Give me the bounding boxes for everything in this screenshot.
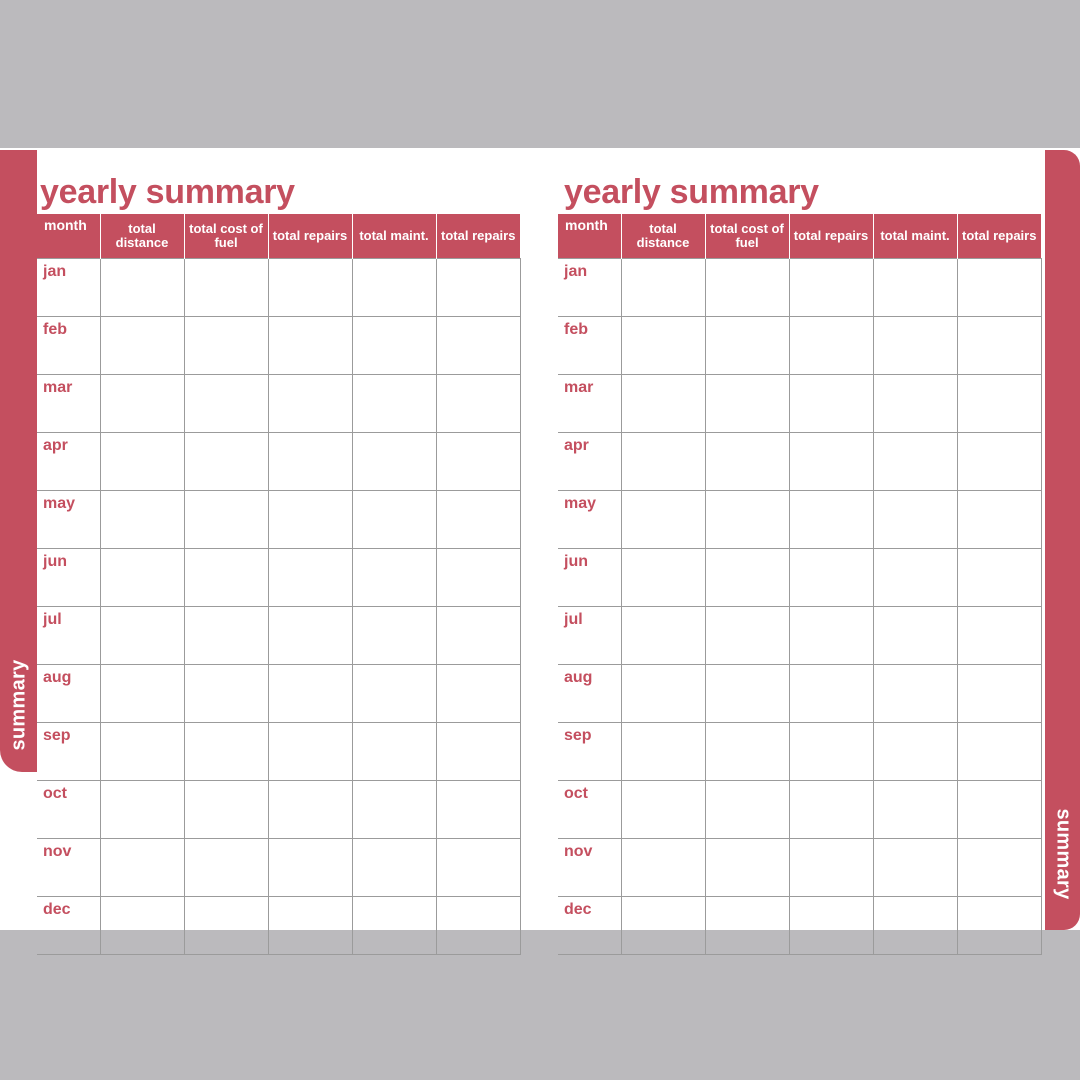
entry-cell[interactable]: [705, 549, 789, 607]
table-row: [558, 723, 1041, 781]
left-page: [0, 148, 540, 930]
entry-cell[interactable]: [957, 781, 1041, 839]
entry-cell[interactable]: [268, 433, 352, 491]
entry-cell[interactable]: [621, 317, 705, 375]
entry-cell[interactable]: [268, 723, 352, 781]
entry-cell[interactable]: [789, 433, 873, 491]
column-header: total cost of fuel: [184, 214, 268, 259]
table-row: [558, 491, 1041, 549]
entry-cell[interactable]: [621, 433, 705, 491]
entry-cell[interactable]: [873, 375, 957, 433]
table-row: [37, 839, 520, 897]
table-row: [558, 607, 1041, 665]
entry-cell[interactable]: [957, 433, 1041, 491]
entry-cell[interactable]: [705, 491, 789, 549]
entry-cell[interactable]: [352, 433, 436, 491]
entry-cell[interactable]: [957, 317, 1041, 375]
entry-cell[interactable]: [436, 897, 520, 955]
month-label: dec: [37, 897, 100, 955]
entry-cell[interactable]: [100, 375, 184, 433]
entry-cell[interactable]: [873, 317, 957, 375]
table-row: [37, 549, 520, 607]
entry-cell[interactable]: [268, 897, 352, 955]
entry-cell[interactable]: [873, 665, 957, 723]
entry-cell[interactable]: [268, 259, 352, 317]
month-label: jan: [558, 259, 621, 317]
entry-cell[interactable]: [100, 549, 184, 607]
entry-cell[interactable]: [436, 549, 520, 607]
table-row: [558, 897, 1041, 955]
entry-cell[interactable]: [436, 433, 520, 491]
entry-cell[interactable]: [352, 491, 436, 549]
month-label: jun: [37, 549, 100, 607]
column-header: total repairs: [957, 214, 1041, 259]
entry-cell[interactable]: [789, 259, 873, 317]
header-row: [558, 214, 1041, 259]
entry-cell[interactable]: [873, 723, 957, 781]
entry-cell[interactable]: [184, 607, 268, 665]
entry-cell[interactable]: [789, 665, 873, 723]
entry-cell[interactable]: [789, 897, 873, 955]
entry-cell[interactable]: [957, 259, 1041, 317]
entry-cell[interactable]: [957, 839, 1041, 897]
entry-cell[interactable]: [621, 781, 705, 839]
table-row: [558, 375, 1041, 433]
entry-cell[interactable]: [621, 375, 705, 433]
entry-cell[interactable]: [957, 491, 1041, 549]
entry-cell[interactable]: [352, 665, 436, 723]
entry-cell[interactable]: [100, 665, 184, 723]
month-label: may: [37, 491, 100, 549]
entry-cell[interactable]: [789, 781, 873, 839]
right-page: [540, 148, 1080, 930]
entry-cell[interactable]: [873, 781, 957, 839]
entry-cell[interactable]: [268, 375, 352, 433]
entry-cell[interactable]: [957, 897, 1041, 955]
entry-cell[interactable]: [352, 781, 436, 839]
entry-cell[interactable]: [268, 781, 352, 839]
entry-cell[interactable]: [705, 839, 789, 897]
entry-cell[interactable]: [100, 433, 184, 491]
month-label: apr: [37, 433, 100, 491]
entry-cell[interactable]: [705, 317, 789, 375]
entry-cell[interactable]: [352, 259, 436, 317]
month-label: mar: [37, 375, 100, 433]
entry-cell[interactable]: [789, 723, 873, 781]
entry-cell[interactable]: [705, 781, 789, 839]
entry-cell[interactable]: [873, 259, 957, 317]
column-header: total repairs: [436, 214, 520, 259]
table-row: [558, 433, 1041, 491]
summary-tab-label: summary: [1052, 808, 1074, 900]
entry-cell[interactable]: [352, 317, 436, 375]
entry-cell[interactable]: [100, 491, 184, 549]
entry-cell[interactable]: [184, 259, 268, 317]
column-header: month: [558, 214, 621, 259]
month-label: apr: [558, 433, 621, 491]
entry-cell[interactable]: [436, 491, 520, 549]
page-title: yearly summary: [40, 173, 295, 211]
month-label: jan: [37, 259, 100, 317]
entry-cell[interactable]: [436, 781, 520, 839]
table-row: [37, 723, 520, 781]
entry-cell[interactable]: [436, 375, 520, 433]
entry-cell[interactable]: [789, 491, 873, 549]
entry-cell[interactable]: [436, 723, 520, 781]
column-header: total repairs: [789, 214, 873, 259]
table-body: [558, 259, 1041, 955]
month-label: sep: [37, 723, 100, 781]
entry-cell[interactable]: [268, 665, 352, 723]
entry-cell[interactable]: [621, 839, 705, 897]
entry-cell[interactable]: [621, 491, 705, 549]
entry-cell[interactable]: [789, 607, 873, 665]
entry-cell[interactable]: [873, 607, 957, 665]
entry-cell[interactable]: [957, 665, 1041, 723]
entry-cell[interactable]: [873, 549, 957, 607]
entry-cell[interactable]: [100, 723, 184, 781]
entry-cell[interactable]: [621, 723, 705, 781]
entry-cell[interactable]: [100, 897, 184, 955]
table-row: [558, 549, 1041, 607]
table-row: [558, 259, 1041, 317]
entry-cell[interactable]: [621, 665, 705, 723]
entry-cell[interactable]: [268, 491, 352, 549]
entry-cell[interactable]: [873, 897, 957, 955]
table-row: [558, 839, 1041, 897]
column-header: total repairs: [268, 214, 352, 259]
entry-cell[interactable]: [100, 259, 184, 317]
column-header: total distance: [621, 214, 705, 259]
column-header: total cost of fuel: [705, 214, 789, 259]
entry-cell[interactable]: [184, 781, 268, 839]
summary-tab-right[interactable]: [1045, 150, 1080, 930]
entry-cell[interactable]: [436, 317, 520, 375]
entry-cell[interactable]: [184, 665, 268, 723]
entry-cell[interactable]: [621, 259, 705, 317]
entry-cell[interactable]: [621, 897, 705, 955]
table-row: [37, 607, 520, 665]
entry-cell[interactable]: [352, 549, 436, 607]
table-row: [37, 491, 520, 549]
table-row: [558, 317, 1041, 375]
entry-cell[interactable]: [436, 607, 520, 665]
entry-cell[interactable]: [352, 723, 436, 781]
entry-cell[interactable]: [268, 317, 352, 375]
table-row: [558, 665, 1041, 723]
month-label: aug: [558, 665, 621, 723]
entry-cell[interactable]: [705, 723, 789, 781]
table-row: [37, 433, 520, 491]
entry-cell[interactable]: [705, 607, 789, 665]
table-row: [558, 781, 1041, 839]
entry-cell[interactable]: [957, 375, 1041, 433]
column-header: total maint.: [352, 214, 436, 259]
table-row: [37, 897, 520, 955]
month-label: jul: [558, 607, 621, 665]
month-label: jun: [558, 549, 621, 607]
entry-cell[interactable]: [352, 839, 436, 897]
entry-cell[interactable]: [873, 839, 957, 897]
entry-cell[interactable]: [957, 607, 1041, 665]
column-header: total maint.: [873, 214, 957, 259]
month-label: nov: [37, 839, 100, 897]
entry-cell[interactable]: [873, 433, 957, 491]
entry-cell[interactable]: [268, 607, 352, 665]
month-label: mar: [558, 375, 621, 433]
entry-cell[interactable]: [436, 259, 520, 317]
entry-cell[interactable]: [184, 549, 268, 607]
month-label: sep: [558, 723, 621, 781]
entry-cell[interactable]: [184, 375, 268, 433]
entry-cell[interactable]: [184, 723, 268, 781]
month-label: aug: [37, 665, 100, 723]
summary-tab-label: summary: [7, 659, 29, 751]
month-label: dec: [558, 897, 621, 955]
month-label: feb: [37, 317, 100, 375]
entry-cell[interactable]: [100, 607, 184, 665]
table-row: [37, 781, 520, 839]
entry-cell[interactable]: [268, 549, 352, 607]
table-row: [37, 317, 520, 375]
month-label: oct: [37, 781, 100, 839]
month-label: oct: [558, 781, 621, 839]
month-label: feb: [558, 317, 621, 375]
entry-cell[interactable]: [705, 897, 789, 955]
entry-cell[interactable]: [100, 317, 184, 375]
entry-cell[interactable]: [789, 375, 873, 433]
entry-cell[interactable]: [184, 317, 268, 375]
entry-cell[interactable]: [436, 665, 520, 723]
entry-cell[interactable]: [789, 549, 873, 607]
entry-cell[interactable]: [705, 375, 789, 433]
entry-cell[interactable]: [621, 549, 705, 607]
table-row: [37, 665, 520, 723]
entry-cell[interactable]: [436, 839, 520, 897]
entry-cell[interactable]: [184, 433, 268, 491]
entry-cell[interactable]: [705, 665, 789, 723]
entry-cell[interactable]: [957, 723, 1041, 781]
notebook-spread: [0, 148, 1080, 930]
entry-cell[interactable]: [184, 897, 268, 955]
entry-cell[interactable]: [352, 375, 436, 433]
entry-cell[interactable]: [621, 607, 705, 665]
entry-cell[interactable]: [705, 433, 789, 491]
entry-cell[interactable]: [268, 839, 352, 897]
entry-cell[interactable]: [352, 897, 436, 955]
entry-cell[interactable]: [184, 491, 268, 549]
entry-cell[interactable]: [873, 491, 957, 549]
month-label: may: [558, 491, 621, 549]
entry-cell[interactable]: [352, 607, 436, 665]
yearly-summary-table: [558, 214, 1042, 955]
month-label: jul: [37, 607, 100, 665]
yearly-summary-table: [37, 214, 521, 955]
entry-cell[interactable]: [789, 839, 873, 897]
summary-tab-left[interactable]: [0, 150, 37, 772]
entry-cell[interactable]: [957, 549, 1041, 607]
table-body: [37, 259, 520, 955]
page-title: yearly summary: [564, 173, 819, 211]
entry-cell[interactable]: [705, 259, 789, 317]
entry-cell[interactable]: [184, 839, 268, 897]
column-header: total distance: [100, 214, 184, 259]
column-header: month: [37, 214, 100, 259]
table-row: [37, 259, 520, 317]
entry-cell[interactable]: [100, 781, 184, 839]
entry-cell[interactable]: [100, 839, 184, 897]
entry-cell[interactable]: [789, 317, 873, 375]
table-row: [37, 375, 520, 433]
month-label: nov: [558, 839, 621, 897]
header-row: [37, 214, 520, 259]
